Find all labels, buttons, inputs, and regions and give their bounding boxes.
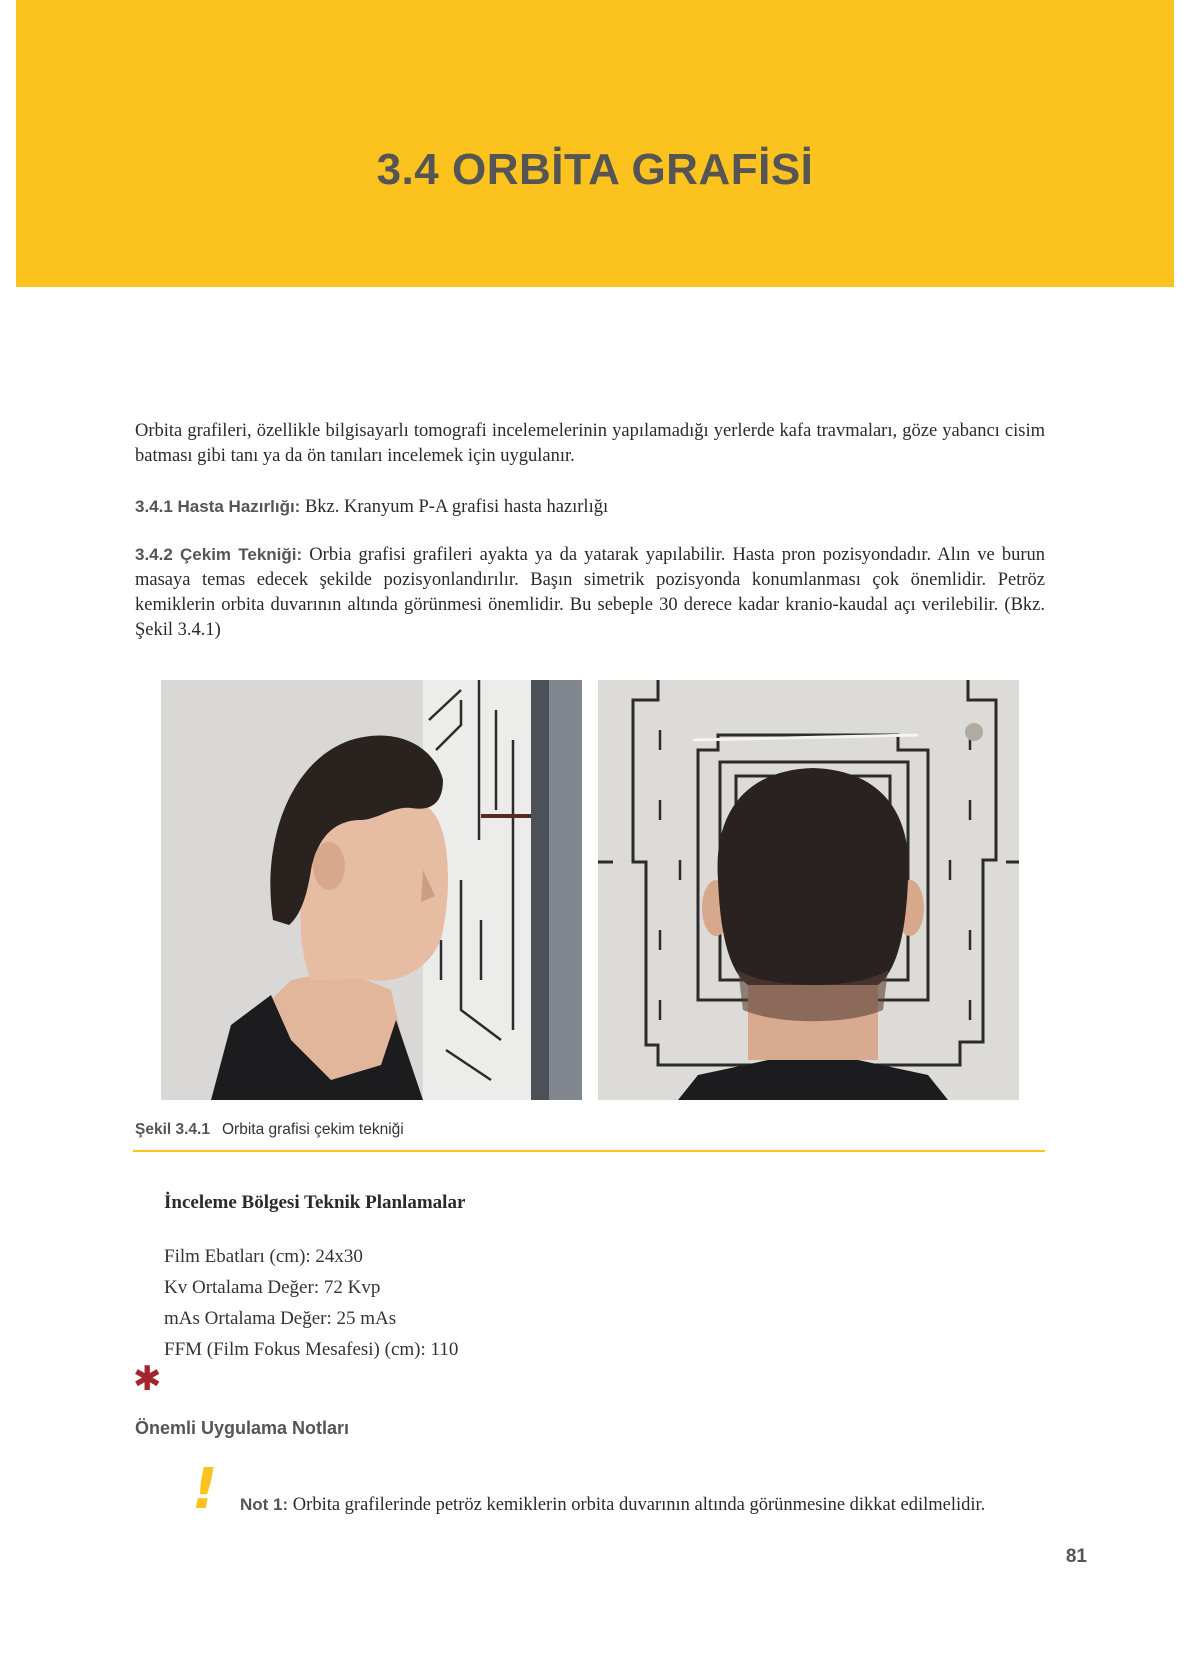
note-1: [193, 1492, 1045, 1518]
figure-number: Şekil 3.4.1: [135, 1121, 210, 1138]
title-banner: [16, 0, 1174, 287]
lateral-position-illustration: [161, 680, 582, 1100]
page-number: 81: [1065, 1546, 1087, 1567]
section-341: [135, 494, 1045, 520]
list-item: FFM (Film Fokus Mesafesi) (cm): 110: [164, 1339, 459, 1360]
exclamation-icon: !: [192, 1457, 218, 1522]
divider: [133, 1150, 1045, 1152]
list-item: Film Ebatları (cm): 24x30: [164, 1246, 363, 1267]
section-342-text: Orbia grafisi grafileri ayakta ya da yatarak yapılabilir. Hasta pron pozisyondadır. Alın ve burun masaya temas edecek şekilde pozisyonlandırılır. Başın simetrik pozisyonda konumlanması çok önemlidir. Petröz kemiklerin orbita duvarının altında görünmesi önemlidir. Bu sebeple 30 derece kadar kranio-kaudal açı verilebilir. (Bkz. Şekil 3.4.1): [135, 545, 1045, 640]
figure-caption-text: Orbita grafisi çekim tekniği: [221, 1121, 404, 1138]
figure-caption: [135, 1121, 404, 1139]
asterisk-icon: ✱: [133, 1359, 162, 1399]
section-342: [135, 542, 1045, 643]
list-item: Kv Ortalama Değer: 72 Kvp: [164, 1277, 381, 1298]
note-1-text: Orbita grafilerinde petröz kemiklerin orbita duvarının altında görünmesine dikkat edilmelidir.: [288, 1495, 986, 1515]
technical-planning-list: [164, 1241, 458, 1365]
page-title: 3.4 ORBİTA GRAFİSİ: [376, 145, 814, 194]
section-341-label: 3.4.1 Hasta Hazırlığı:: [135, 497, 301, 516]
note-1-label: Not 1:: [240, 1495, 289, 1514]
notes-title: Önemli Uygulama Notları: [135, 1418, 350, 1438]
photo-posterior-position: [598, 680, 1019, 1100]
photo-lateral-position: [161, 680, 582, 1100]
intro-paragraph: Orbita grafileri, özellikle bilgisayarlı tomografi incelemelerinin yapılamadığı yerlerde kafa travmaları, göze yabancı cisim batması gibi tanı ya da ön tanıları incelemek için uygulanır.: [135, 421, 1045, 466]
technical-planning-title: İnceleme Bölgesi Teknik Planlamalar: [164, 1192, 466, 1213]
posterior-position-illustration: [598, 680, 1019, 1100]
section-341-text: Bkz. Kranyum P-A grafisi hasta hazırlığı: [300, 497, 609, 517]
list-item: mAs Ortalama Değer: 25 mAs: [164, 1308, 397, 1329]
section-342-label: 3.4.2 Çekim Tekniği:: [135, 545, 303, 564]
